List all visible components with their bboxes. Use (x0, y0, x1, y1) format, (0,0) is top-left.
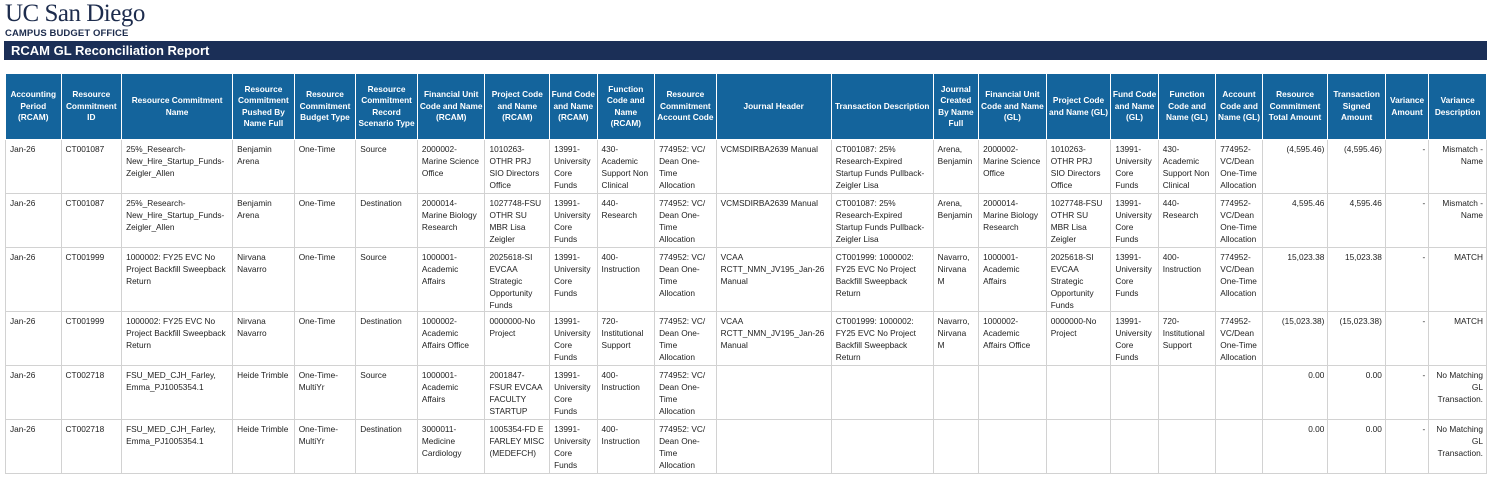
table-cell: FSU_MED_CJH_Farley, Emma_PJ1005354.1 (122, 366, 233, 420)
table-cell: 13991-University Core Funds (550, 420, 597, 474)
column-header: Fund Code and Name (GL) (1111, 74, 1158, 140)
table-cell: 774952-VC/Dean One-Time Allocation (1216, 248, 1262, 312)
column-header: Resource Commitment Budget Type (294, 74, 356, 140)
table-row (6, 420, 1487, 474)
table-cell: (4,595.46) (1262, 140, 1328, 194)
table-cell (1111, 420, 1158, 474)
table-cell: - (1385, 420, 1428, 474)
table-cell: Heide Trimble (233, 366, 295, 420)
table-cell (1046, 420, 1111, 474)
table-cell: 13991-University Core Funds (1111, 194, 1158, 248)
table-cell: Nirvana Navarro (233, 312, 295, 366)
column-header: Function Code and Name (GL) (1158, 74, 1216, 140)
table-header-row (6, 74, 1487, 140)
table-cell: 15,023.38 (1262, 248, 1328, 312)
table-cell: MATCH (1429, 312, 1487, 366)
table-cell (1216, 420, 1262, 474)
column-header: Function Code and Name (RCAM) (597, 74, 655, 140)
column-header: Accounting Period (RCAM) (6, 74, 62, 140)
table-row (6, 312, 1487, 366)
table-row (6, 248, 1487, 312)
column-header: Financial Unit Code and Name (GL) (979, 74, 1047, 140)
table-cell: 774952: VC/ Dean One-Time Allocation (655, 312, 717, 366)
table-cell: Destination (356, 312, 418, 366)
table-cell: 13991-University Core Funds (550, 366, 597, 420)
table-cell: 13991-University Core Funds (1111, 140, 1158, 194)
table-cell: 0.00 (1328, 420, 1386, 474)
column-header: Resource Commitment Name (122, 74, 233, 140)
column-header: Project Code and Name (RCAM) (485, 74, 550, 140)
table-cell: - (1385, 248, 1428, 312)
table-cell: CT001087: 25% Research-Expired Startup Funds Pullback-Zeigler Lisa (831, 140, 933, 194)
table-cell: 1000002: FY25 EVC No Project Backfill Sweepback Return (122, 312, 233, 366)
table-cell: Navarro, Nirvana M (933, 312, 978, 366)
table-cell: 2001847-FSUR EVCAA FACULTY STARTUP (485, 366, 550, 420)
table-cell: VCMSDIRBA2639 Manual (716, 140, 831, 194)
table-cell: 1000002: FY25 EVC No Project Backfill Sweepback Return (122, 248, 233, 312)
table-cell: 0000000-No Project (485, 312, 550, 366)
table-cell: 1010263-OTHR PRJ SIO Directors Office (1046, 140, 1111, 194)
table-cell: Navarro, Nirvana M (933, 248, 978, 312)
table-cell: 13991-University Core Funds (1111, 248, 1158, 312)
table-cell: 430-Academic Support Non Clinical (1158, 140, 1216, 194)
column-header: Journal Header (716, 74, 831, 140)
column-header: Project Code and Name (GL) (1046, 74, 1111, 140)
table-cell: 2025618-SI EVCAA Strategic Opportunity Funds (485, 248, 550, 312)
table-cell: 1000002-Academic Affairs Office (979, 312, 1047, 366)
table-cell (933, 420, 978, 474)
table-cell: 2000002-Marine Science Office (417, 140, 485, 194)
table-cell: 4,595.46 (1262, 194, 1328, 248)
table-cell: CT001087 (61, 140, 122, 194)
table-cell: No Matching GL Transaction. (1429, 366, 1487, 420)
column-header: Resource Commitment Pushed By Name Full (233, 74, 295, 140)
table-cell: Jan-26 (6, 248, 62, 312)
reconciliation-table (5, 73, 1487, 474)
table-cell: 1000001-Academic Affairs (417, 366, 485, 420)
table-cell: 774952-VC/Dean One-Time Allocation (1216, 140, 1262, 194)
table-cell: Jan-26 (6, 140, 62, 194)
table-cell: VCMSDIRBA2639 Manual (716, 194, 831, 248)
table-cell (979, 420, 1047, 474)
table-cell: Benjamin Arena (233, 140, 295, 194)
table-cell: One-Time (294, 194, 356, 248)
table-cell: 1027748-FSU OTHR SU MBR Lisa Zeigler (485, 194, 550, 248)
table-cell: 1010263-OTHR PRJ SIO Directors Office (485, 140, 550, 194)
table-cell: 430-Academic Support Non Clinical (597, 140, 655, 194)
column-header: Fund Code and Name (RCAM) (550, 74, 597, 140)
table-cell (716, 366, 831, 420)
table-cell: 13991-University Core Funds (550, 194, 597, 248)
table-cell: Source (356, 366, 418, 420)
table-cell: CT001999: 1000002: FY25 EVC No Project Backfill Sweepback Return (831, 248, 933, 312)
table-cell: Mismatch - Name (1429, 140, 1487, 194)
table-cell: 1005354-FD E FARLEY MISC (MEDEFCH) (485, 420, 550, 474)
column-header: Journal Created By Name Full (933, 74, 978, 140)
table-cell: 774952-VC/Dean One-Time Allocation (1216, 194, 1262, 248)
table-cell: Jan-26 (6, 420, 62, 474)
table-cell (979, 366, 1047, 420)
column-header: Resource Commitment ID (61, 74, 122, 140)
logo-wordmark: UC San Diego (5, 0, 145, 27)
table-cell: - (1385, 312, 1428, 366)
table-cell: 774952: VC/ Dean One-Time Allocation (655, 140, 717, 194)
column-header: Resource Commitment Record Scenario Type (356, 74, 418, 140)
table-cell: Jan-26 (6, 366, 62, 420)
table-cell: - (1385, 194, 1428, 248)
table-cell: - (1385, 366, 1428, 420)
uc-san-diego-logo (5, 1, 145, 39)
table-cell (1111, 366, 1158, 420)
table-cell: (4,595.46) (1328, 140, 1386, 194)
table-cell (1216, 366, 1262, 420)
table-cell (1158, 366, 1216, 420)
column-header: Variance Amount (1385, 74, 1428, 140)
table-cell: 400-Instruction (597, 248, 655, 312)
column-header: Account Code and Name (GL) (1216, 74, 1262, 140)
table-cell: 25%_Research-New_Hire_Startup_Funds-Zeigler_Allen (122, 140, 233, 194)
table-cell: 4,595.46 (1328, 194, 1386, 248)
table-cell: 3000011-Medicine Cardiology (417, 420, 485, 474)
table-cell: 2000014-Marine Biology Research (417, 194, 485, 248)
table-cell: One-Time-MultiYr (294, 420, 356, 474)
table-cell: Heide Trimble (233, 420, 295, 474)
table-cell: One-Time (294, 140, 356, 194)
table-cell: VCAA RCTT_NMN_JV195_Jan-26 Manual (716, 248, 831, 312)
table-cell: MATCH (1429, 248, 1487, 312)
table-cell: 1000002-Academic Affairs Office (417, 312, 485, 366)
table-cell: CT001087 (61, 194, 122, 248)
table-cell: 440-Research (1158, 194, 1216, 248)
table-cell: 2025618-SI EVCAA Strategic Opportunity Funds (1046, 248, 1111, 312)
table-cell: 13991-University Core Funds (1111, 312, 1158, 366)
logo-department: CAMPUS BUDGET OFFICE (5, 28, 129, 39)
table-cell: One-Time (294, 312, 356, 366)
table-cell: 15,023.38 (1328, 248, 1386, 312)
table-cell: 774952: VC/ Dean One-Time Allocation (655, 248, 717, 312)
table-cell: 13991-University Core Funds (550, 248, 597, 312)
table-cell: - (1385, 140, 1428, 194)
table-cell: Jan-26 (6, 312, 62, 366)
table-cell: 0.00 (1328, 366, 1386, 420)
table-cell: Source (356, 248, 418, 312)
table-cell: 13991-University Core Funds (550, 140, 597, 194)
table-cell: One-Time (294, 248, 356, 312)
table-cell (831, 366, 933, 420)
report-title-bar (4, 41, 1487, 60)
table-cell: 400-Instruction (1158, 248, 1216, 312)
column-header: Resource Commitment Account Code (655, 74, 717, 140)
column-header: Transaction Description (831, 74, 933, 140)
table-cell: CT001087: 25% Research-Expired Startup Funds Pullback-Zeigler Lisa (831, 194, 933, 248)
column-header: Variance Description (1429, 74, 1487, 140)
table-cell: CT001999 (61, 248, 122, 312)
table-cell: 0.00 (1262, 420, 1328, 474)
column-header: Resource Commitment Total Amount (1262, 74, 1328, 140)
column-header: Transaction Signed Amount (1328, 74, 1386, 140)
table-cell: Jan-26 (6, 194, 62, 248)
table-cell: 720-Institutional Support (597, 312, 655, 366)
table-cell: Source (356, 140, 418, 194)
table-row (6, 140, 1487, 194)
table-cell: 400-Instruction (597, 420, 655, 474)
table-cell: Nirvana Navarro (233, 248, 295, 312)
table-cell: 440-Research (597, 194, 655, 248)
table-cell: 0.00 (1262, 366, 1328, 420)
table-cell: CT001999: 1000002: FY25 EVC No Project Backfill Sweepback Return (831, 312, 933, 366)
table-cell: (15,023.38) (1262, 312, 1328, 366)
table-cell (831, 420, 933, 474)
table-cell: VCAA RCTT_NMN_JV195_Jan-26 Manual (716, 312, 831, 366)
table-cell: Destination (356, 194, 418, 248)
table-cell: 774952: VC/ Dean One-Time Allocation (655, 194, 717, 248)
table-cell: 2000014-Marine Biology Research (979, 194, 1047, 248)
table-cell: 1027748-FSU OTHR SU MBR Lisa Zeigler (1046, 194, 1111, 248)
table-row (6, 194, 1487, 248)
table-cell: 774952: VC/ Dean One-Time Allocation (655, 420, 717, 474)
report-title: RCAM GL Reconciliation Report (11, 43, 210, 58)
table-cell: 2000002-Marine Science Office (979, 140, 1047, 194)
table-cell (933, 366, 978, 420)
table-cell (1158, 420, 1216, 474)
table-cell: 0000000-No Project (1046, 312, 1111, 366)
table-row (6, 366, 1487, 420)
table-cell (716, 420, 831, 474)
table-cell: Destination (356, 420, 418, 474)
table-cell: No Matching GL Transaction. (1429, 420, 1487, 474)
table-body (6, 140, 1487, 474)
table-cell: One-Time-MultiYr (294, 366, 356, 420)
column-header: Financial Unit Code and Name (RCAM) (417, 74, 485, 140)
table-cell: 1000001-Academic Affairs (979, 248, 1047, 312)
table-cell: 25%_Research-New_Hire_Startup_Funds-Zeigler_Allen (122, 194, 233, 248)
table-cell: CT001999 (61, 312, 122, 366)
table-cell: CT002718 (61, 420, 122, 474)
table-cell (1046, 366, 1111, 420)
table-cell: 774952: VC/ Dean One-Time Allocation (655, 366, 717, 420)
table-cell: Benjamin Arena (233, 194, 295, 248)
table-cell: Arena, Benjamin (933, 140, 978, 194)
table-cell: 720-Institutional Support (1158, 312, 1216, 366)
table-cell: (15,023.38) (1328, 312, 1386, 366)
table-cell: 400-Instruction (597, 366, 655, 420)
table-cell: Mismatch - Name (1429, 194, 1487, 248)
table-cell: Arena, Benjamin (933, 194, 978, 248)
table-cell: CT002718 (61, 366, 122, 420)
table-cell: 13991-University Core Funds (550, 312, 597, 366)
table-cell: 774952-VC/Dean One-Time Allocation (1216, 312, 1262, 366)
table-cell: FSU_MED_CJH_Farley, Emma_PJ1005354.1 (122, 420, 233, 474)
table-cell: 1000001-Academic Affairs (417, 248, 485, 312)
